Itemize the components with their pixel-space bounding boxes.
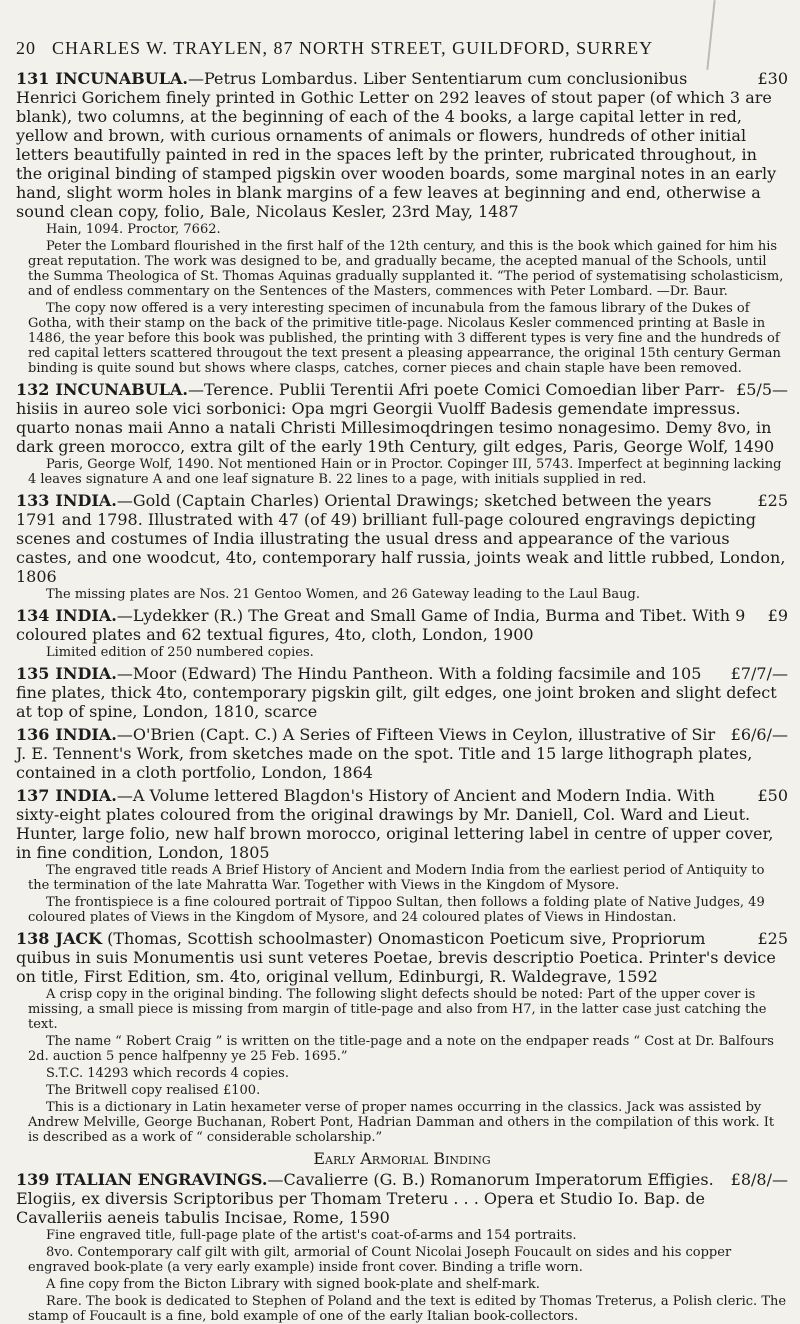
entry-price: £6/6/— [730,725,788,744]
entry-price: £25 [757,491,788,510]
entry-list [16,69,788,1324]
entry-description [16,725,788,782]
entry-description [16,380,788,456]
entry-price: £50 [757,786,788,805]
entry-price: £25 [757,929,788,948]
entry-number: 139 [16,1170,50,1189]
entry-note: This is a dictionary in Latin hexameter verse of proper names occurring in the classics. Jack was assisted by Andrew Melville, George Buchanan, Robert Pont, Hadrian Damman and others in the compilation of this work. It is described as a work of “ considerable scholarship.” [28,1100,775,1145]
entry-note: Limited edition of 250 numbered copies. [46,645,314,660]
entry-description [16,606,788,644]
entry-price: £5/5— [736,380,788,399]
catalogue-entry [16,929,788,1145]
entry-note: A fine copy from the Bicton Library with signed book-plate and shelf-mark. [46,1277,540,1292]
entry-note: Hain, 1094. Proctor, 7662. [46,222,221,237]
entry-number: 134 [16,606,50,625]
catalogue-entry [16,491,788,602]
entry-note: Peter the Lombard flourished in the first half of the 12th century, and this is the book which gained for him his great reputation. The work was designed to be, and gradually became, the acepted manual of the Schools, until the Summa Theologica of St. Thomas Aquinas gradually supplanted it. “The period of systematising scholasticism, and of endless commentary on the Sentences of the Masters, commences with Peter Lombard. —Dr. Baur. [28,239,784,299]
entry-note: The engraved title reads A Brief History of Ancient and Modern India from the earliest period of Antiquity to the termination of the late Mahratta War. Together with Views in the Kingdom of Mysore. [28,863,765,893]
entry-description [16,491,788,586]
entry-description [16,69,788,221]
entry-keyword: INDIA. [55,664,117,683]
entry-note: Fine engraved title, full-page plate of the artist's coat-of-arms and 154 portraits. [46,1228,577,1243]
entry-text: —Gold (Captain Charles) Oriental Drawings; sketched between the years 1791 and 1798. Illustrated with 47 (of 49) brilliant full-page coloured engravings depicting scenes and costumes of India illustrating the usual dress and appearance of the various castes, and one woodcut, 4to, contemporary half russia, joints weak and little rubbed, London, 1806 [16,491,786,586]
entry-description [16,1170,788,1227]
entry-number: 138 [16,929,50,948]
page-corner-mark [706,0,715,70]
entry-keyword: INCUNABULA. [55,380,188,399]
catalogue-entry [16,380,788,487]
entry-note: The frontispiece is a fine coloured portrait of Tippoo Sultan, then follows a folding plate of Native Judges, 49 coloured plates of Views in the Kingdom of Mysore, and 24 coloured plates of Views in Hindostan. [28,895,765,925]
entry-note: Paris, George Wolf, 1490. Not mentioned Hain or in Proctor. Copinger III, 5743. Imperfect at beginning lacking 4 leaves signature A and one leaf signature B. 22 lines to a page, with initials supplied in red. [28,457,782,487]
entry-keyword: INDIA. [55,606,117,625]
entry-price: £9 [767,606,788,625]
entry-note: 8vo. Contemporary calf gilt with gilt, armorial of Count Nicolai Joseph Foucault on sides and his copper engraved book-plate (a very early example) inside front cover. Binding a trifle worn. [28,1245,732,1275]
entry-text: —O'Brien (Capt. C.) A Series of Fifteen Views in Ceylon, illustrative of Sir J. E. Tennent's Work, from sketches made on the spot. Title and 15 large lithograph plates, contained in a cloth portfolio, London, 1864 [16,725,753,782]
entry-text: (Thomas, Scottish schoolmaster) Onomasticon Poeticum sive, Propriorum quibus in suis Monumentis usi sunt veteres Poetae, brevis descriptio Poetica. Printer's device on title, First Edition, sm. 4to, original vellum, Edinburgi, R. Waldegrave, 1592 [16,929,776,986]
entry-text: —Terence. Publii Terentii Afri poete Comici Comoedian liber Parr-hisiis in aureo sole vici sorbonici: Opa mgri Georgii Vuolff Badesis gemendate impressus. quarto nonas maii Anno a natali Christi Millesimoqdringen tesimo nonagesimo. Demy 8vo, in dark green morocco, extra gilt of the early 19th Century, gilt edges, Paris, George Wolf, 1490 [16,380,775,456]
entry-keyword: INDIA. [55,491,117,510]
entry-number: 135 [16,664,50,683]
page-number: 20 [16,38,36,58]
catalogue-entry [16,786,788,925]
entry-text: —A Volume lettered Blagdon's History of Ancient and Modern India. With sixty-eight plates coloured from the original drawings by Mr. Daniell, Col. Ward and Lieut. Hunter, large folio, new half brown morocco, original lettering label in centre of upper cover, in fine condition, London, 1805 [16,786,774,862]
catalogue-entry [16,606,788,660]
entry-number: 132 [16,380,50,399]
entry-description [16,786,788,862]
catalogue-entry [16,664,788,721]
entry-description [16,664,788,721]
page-header [16,38,788,59]
entry-description [16,929,788,986]
catalogue-entry [16,1149,788,1324]
entry-note: Rare. The book is dedicated to Stephen of Poland and the text is edited by Thomas Treterus, a Polish cleric. The stamp of Foucault is a fine, bold example of one of the early Italian book-collectors. [28,1294,787,1324]
entry-price: £7/7/— [730,664,788,683]
entry-note: A crisp copy in the original binding. The following slight defects should be noted: Part of the upper cover is missing, a small piece is missing from margin of title-page and also from H7, in the latter case just catching the text. [28,987,767,1032]
entry-number: 137 [16,786,50,805]
catalogue-entry [16,725,788,782]
entry-price: £8/8/— [730,1170,788,1189]
entry-keyword: INDIA. [55,725,117,744]
bookseller-address: CHARLES W. TRAYLEN, 87 NORTH STREET, GUILDFORD, SURREY [52,38,654,58]
entry-text: —Lydekker (R.) The Great and Small Game of India, Burma and Tibet. With 9 coloured plates and 62 textual figures, 4to, cloth, London, 1900 [16,606,746,644]
entry-keyword: ITALIAN ENGRAVINGS. [55,1170,268,1189]
entry-keyword: INCUNABULA. [55,69,188,88]
entry-number: 133 [16,491,50,510]
entry-number: 131 [16,69,50,88]
entry-subheading: Early Armorial Binding [313,1149,491,1168]
entry-note: The copy now offered is a very interesting specimen of incunabula from the famous library of the Dukes of Gotha, with their stamp on the back of the primitive title-page. Nicolaus Kesler commenced printing at Basle in 1486, the year before this book was published, the printing with 3 different types is very fine and the hundreds of red capital letters scattered througout the text present a pleasing appearrance, the original 15th century German binding is quite sound but shows where clasps, catches, corner pieces and chain staple have been removed. [28,301,781,376]
entry-text: —Petrus Lombardus. Liber Sententiarum cum conclusionibus Henrici Gorichem finely printed in Gothic Letter on 292 leaves of stout paper (of which 3 are blank), two columns, at the beginning of each of the 4 books, a large capital letter in red, yellow and brown, with curious ornaments of animals or flowers, hundreds of other initial letters beautifully painted in red in the spaces left by the printer, rubricated throughout, in the original binding of stamped pigskin over wooden boards, some marginal notes in an early hand, slight worm holes in blank margins of a few leaves at beginning and end, otherwise a sound clean copy, folio, Bale, Nicolaus Kesler, 23rd May, 1487 [16,69,777,221]
entry-note: The Britwell copy realised £100. [46,1083,261,1098]
entry-text: —Moor (Edward) The Hindu Pantheon. With a folding facsimile and 105 fine plates, thick 4to, contemporary pigskin gilt, gilt edges, one joint broken and slight defect at top of spine, London, 1810, scarce [16,664,777,721]
entry-note: S.T.C. 14293 which records 4 copies. [46,1066,289,1081]
entry-keyword: JACK [55,929,103,948]
catalogue-entry [16,69,788,376]
entry-keyword: INDIA. [55,786,117,805]
entry-number: 136 [16,725,50,744]
entry-price: £30 [757,69,788,88]
entry-note: The name “ Robert Craig ” is written on the title-page and a note on the endpaper reads “ Cost at Dr. Balfours 2d. auction 5 pence halfpenny ye 25 Feb. 1695.” [28,1034,774,1064]
entry-text: —Cavalierre (G. B.) Romanorum Imperatorum Effigies. Elogiis, ex diversis Scriptoribus per Thomam Treteru . . . Opera et Studio Io. Bap. de Cavalleriis aeneis tabulis Incisae, Rome, 1590 [16,1170,714,1227]
entry-note: The missing plates are Nos. 21 Gentoo Women, and 26 Gateway leading to the Laul Baug. [46,587,641,602]
